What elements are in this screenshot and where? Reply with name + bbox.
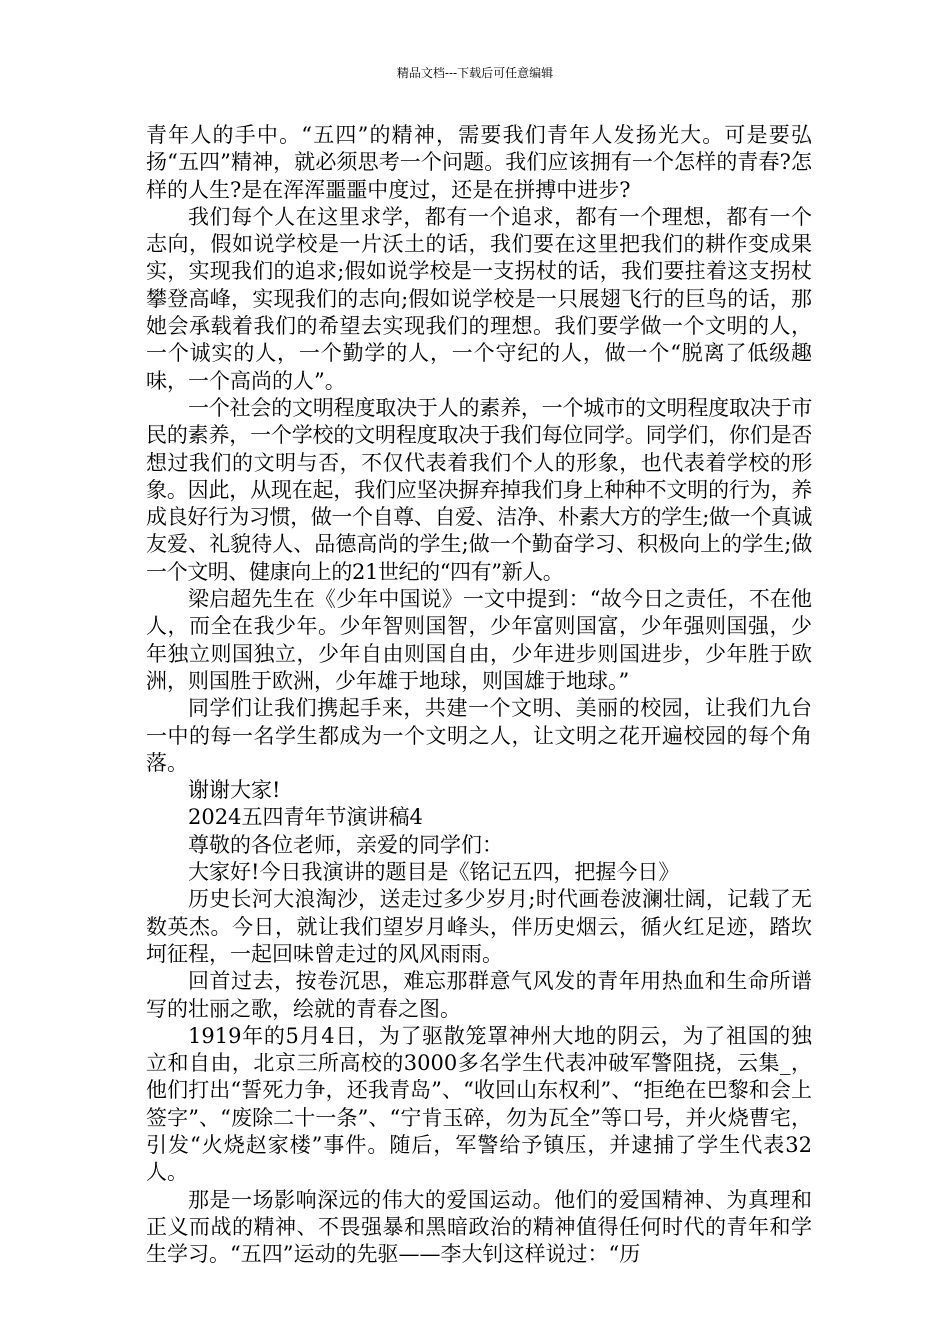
paragraph-movement: 那是一场影响深远的伟大的爱国运动。他们的爱国精神、为真理和正义而战的精神、不畏强暴和黑暗政治的精神值得任何时代的青年和学生学习。“五四”运动的先驱——李大钊这样说过：“历 xyxy=(146,1187,812,1267)
paragraph-1: 青年人的手中。“五四”的精神，需要我们青年人发扬光大。可是要弘扬“五四”精神，就必须思考一个问题。我们应该拥有一个怎样的青春?怎样的人生?是在浑浑噩噩中度过，还是在拼搏中进步? xyxy=(146,123,812,202)
document-body xyxy=(146,122,812,1268)
paragraph-1919: 1919年的5月4日，为了驱散笼罩神州大地的阴云，为了祖国的独立和自由，北京三所高校的3000多名学生代表冲破军警阻挠，云集_，他们打出“誓死力争，还我青岛”、“收回山东权利”、“拒绝在巴黎和会上签字”、“废除二十一条”、“宁肯玉碎，勿为瓦全”等口号，并火烧曹宅，引发“火烧赵家楼”事件。随后，军警给予镇压，并逮捕了学生代表32人。 xyxy=(146,1023,812,1185)
paragraph-2: 我们每个人在这里求学，都有一个追求，都有一个理想，都有一个志向，假如说学校是一片沃土的话，我们要在这里把我们的耕作变成果实，实现我们的追求;假如说学校是一支拐杖的话，我们要拄着这支拐杖攀登高峰，实现我们的志向;假如说学校是一只展翅飞行的巨鸟的话，那她会承载着我们的希望去实现我们的理想。我们要学做一个文明的人，一个诚实的人，一个勤学的人，一个守纪的人，做一个“脱离了低级趣味，一个高尚的人”。 xyxy=(146,204,812,393)
paragraph-5: 同学们让我们携起手来，共建一个文明、美丽的校园，让我们九台一中的每一名学生都成为一个文明之人，让文明之花开遍校园的每个角落。 xyxy=(146,696,812,775)
paragraph-4: 梁启超先生在《少年中国说》一文中提到：“故今日之责任，不在他人，而全在我少年。少年智则国智，少年富则国富，少年强则国强，少年独立则国独立，少年自由则国自由，少年进步则国进步，少年胜于欧洲，则国胜于欧洲，少年雄于地球，则国雄于地球。” xyxy=(146,587,812,693)
speech-topic: 大家好!今日我演讲的题目是《铭记五四，把握今日》 xyxy=(188,860,680,885)
section-title: 2024五四青年节演讲稿4 xyxy=(188,805,423,830)
paragraph-history: 历史长河大浪淘沙，送走过多少岁月;时代画卷波澜壮阔，记载了无数英杰。今日，就让我们望岁月峰头，伴历史烟云，循火红足迹，踏坎坷征程，一起回味曾走过的风风雨雨。 xyxy=(146,887,812,966)
paragraph-3: 一个社会的文明程度取决于人的素养，一个城市的文明程度取决于市民的素养，一个学校的文明程度取决于我们每位同学。同学们，你们是否想过我们的文明与否，不仅代表着我们个人的形象，也代表着学校的形象。因此，从现在起，我们应坚决摒弃掉我们身上种种不文明的行为，养成良好行为习惯，做一个自尊、自爱、洁净、朴素大方的学生;做一个真诚友爱、礼貌待人、品德高尚的学生;做一个勤奋学习、积极向上的学生;做一个文明、健康向上的21世纪的“四有”新人。 xyxy=(146,395,812,584)
paragraph-review: 回首过去，按卷沉思，难忘那群意气风发的青年用热血和生命所谱写的壮丽之歌，绘就的青春之图。 xyxy=(146,969,812,1021)
page-header: 精品文档---下载后可任意编辑 xyxy=(396,66,554,80)
salutation: 尊敬的各位老师，亲爱的同学们： xyxy=(188,832,503,857)
paragraph-thanks: 谢谢大家! xyxy=(188,778,281,803)
